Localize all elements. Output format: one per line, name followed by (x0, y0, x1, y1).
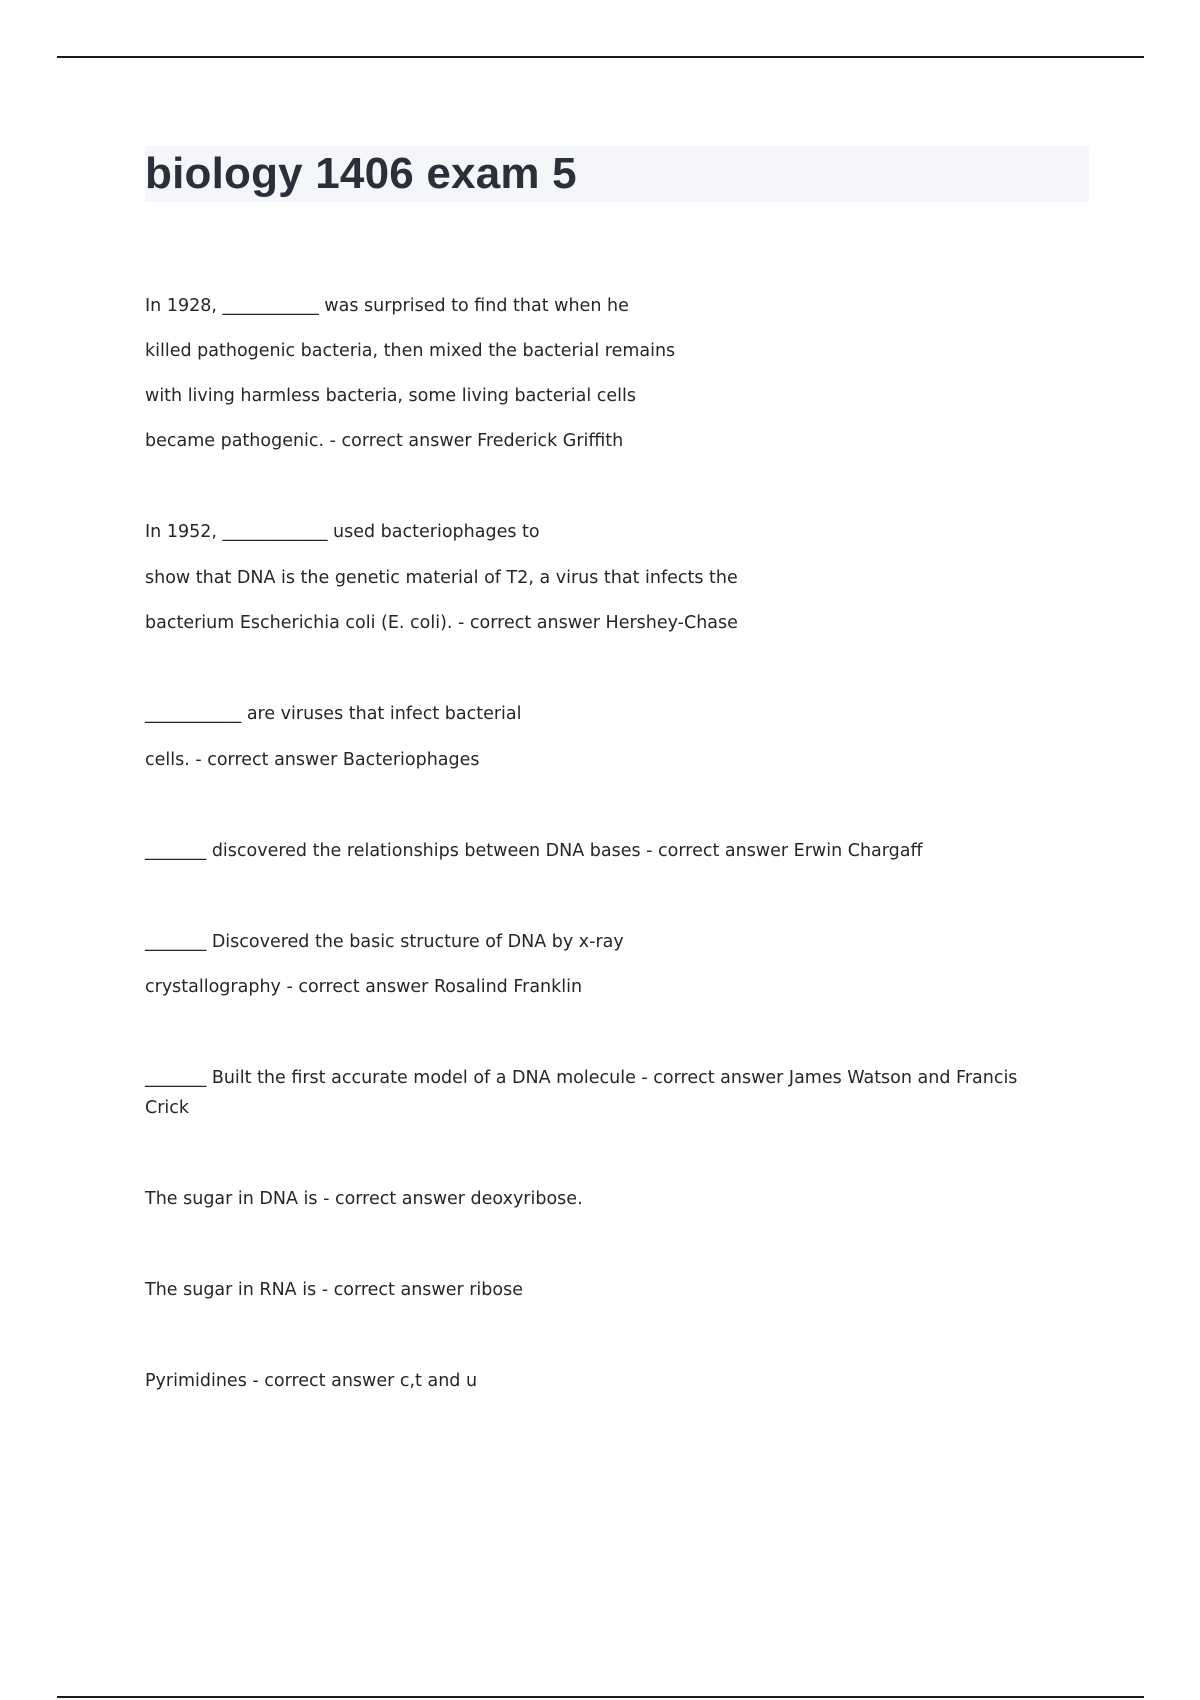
entry-line: _______ discovered the relationships between DNA bases - correct answer Erwin Chargaff (145, 841, 923, 861)
entry-line: Pyrimidines - correct answer c,t and u (145, 1371, 478, 1391)
bottom-divider (57, 1696, 1144, 1698)
entry-line: _______ Discovered the basic structure of DNA by x-ray (145, 932, 624, 952)
entry-line: crystallography - correct answer Rosalind Franklin (145, 977, 583, 997)
entry-line: ___________ are viruses that infect bacterial (145, 704, 522, 724)
entry-line: Crick (145, 1098, 190, 1118)
entry-line: _______ Built the first accurate model of a DNA molecule - correct answer James Watson and Francis (145, 1068, 1018, 1088)
entry-line: show that DNA is the genetic material of T2, a virus that infects the (145, 568, 738, 588)
entry-line: In 1928, ___________ was surprised to find that when he (145, 296, 629, 316)
entry-line: The sugar in RNA is - correct answer ribose (145, 1280, 523, 1300)
entry-line: In 1952, ____________ used bacteriophages to (145, 522, 540, 542)
entry-line: killed pathogenic bacteria, then mixed the bacterial remains (145, 341, 676, 361)
page-title: biology 1406 exam 5 (145, 149, 577, 198)
entry-line: became pathogenic. - correct answer Frederick Griffith (145, 431, 624, 451)
entry-line: bacterium Escherichia coli (E. coli). - correct answer Hershey-Chase (145, 613, 738, 633)
entry-line: The sugar in DNA is - correct answer deoxyribose. (145, 1189, 583, 1209)
entry-line: with living harmless bacteria, some living bacterial cells (145, 386, 636, 406)
entry-line: cells. - correct answer Bacteriophages (145, 750, 480, 770)
top-divider (57, 56, 1144, 58)
